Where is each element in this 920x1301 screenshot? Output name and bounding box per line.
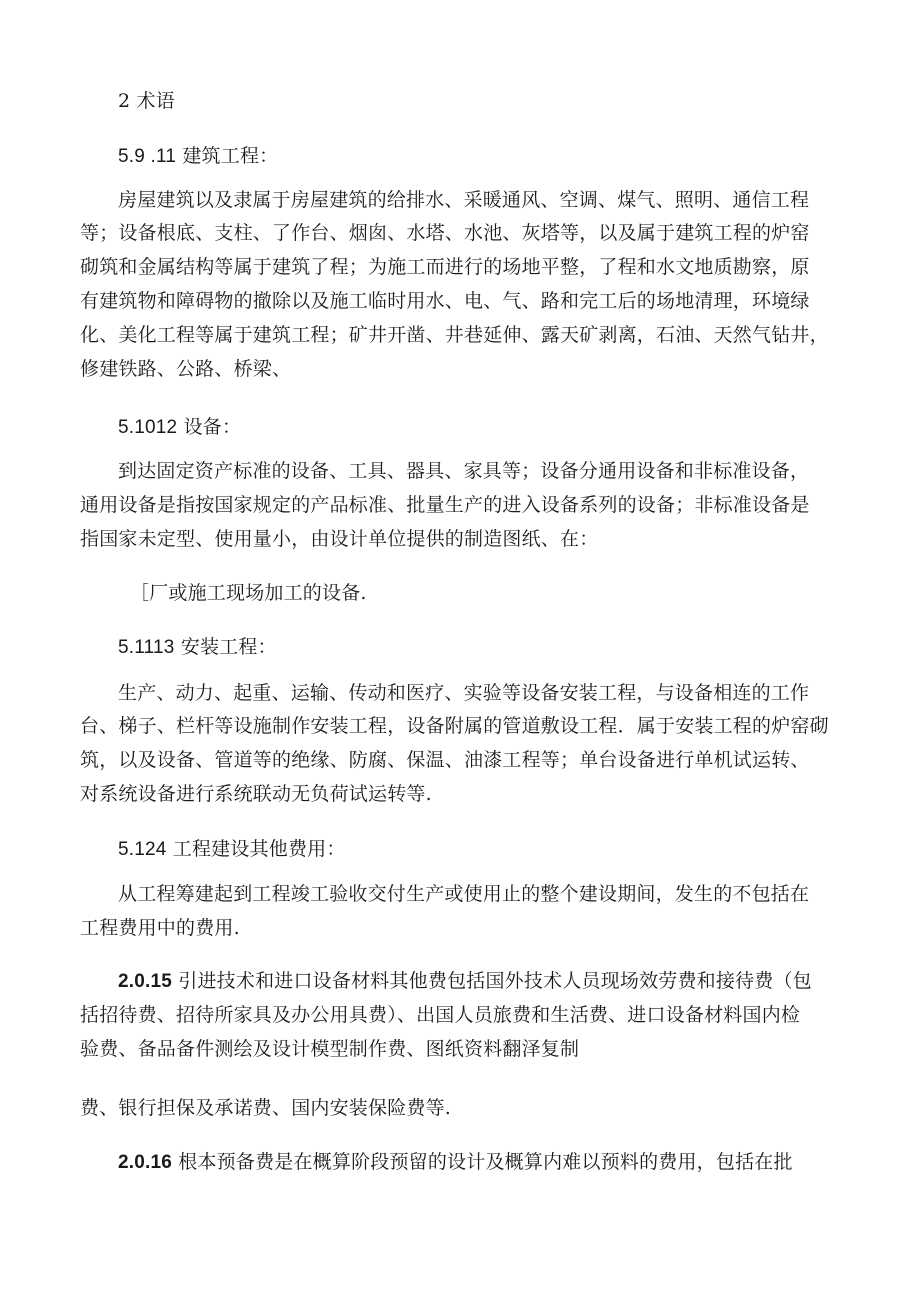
clause-number: 2.0.15 [118, 971, 173, 992]
clause-number: 5.1012 [118, 417, 178, 438]
paragraph-line: 等；设备根底、支柱、了作台、烟囱、水塔、水池、灰塔等，以及属于建筑工程的炉窑 [80, 222, 810, 244]
paragraph-line: 有建筑物和障碍物的撤除以及施工临时用水、电、气、路和完工后的场地清理，环境绿 [80, 290, 810, 312]
paragraph-line: 括招待费、招待所家具及办公用具费）、出国人员旅费和生活费、进口设备材料国内检 [80, 1004, 801, 1026]
clause-number: 5.124 [118, 839, 167, 860]
paragraph-line: 工程费用中的费用. [80, 917, 240, 939]
clause-title: 工程建设其他费用： [166, 838, 346, 860]
clause-text: 引进技术和进口设备材料其他费包括国外技术人员现场效劳费和接待费（包 [172, 970, 812, 992]
section-heading: 2 术语 [118, 90, 175, 112]
paragraph-line: 筑，以及设备、管道等的绝缘、防腐、保温、油漆工程等；单台设备进行单机试运转、 [80, 749, 810, 771]
clause-number: 5.1113 [118, 637, 175, 658]
paragraph-line: 从工程筹建起到工程竣工验收交付生产或使用止的整个建设期间，发生的不包括在 [118, 883, 810, 905]
clause-title: 设备： [177, 416, 242, 438]
clause-2-0-15-line [118, 966, 812, 997]
paragraph-line: 房屋建筑以及隶属于房屋建筑的给排水、采暖通风、空调、煤气、照明、通信工程 [118, 189, 810, 211]
paragraph-line: 到达固定资产标准的设备、工具、器具、家具等；设备分通用设备和非标准设备， [118, 460, 810, 482]
clause-text: 根本预备费是在概算阶段预留的设计及概算内难以预料的费用，包括在批 [172, 1151, 793, 1173]
clause-5-10-heading [118, 412, 241, 443]
clause-2-0-16-line [118, 1147, 793, 1178]
paragraph-line: 台、梯子、栏杆等设施制作安装工程，设备附属的管道敷设工程．属于安装工程的炉窑砌 [80, 715, 829, 737]
clause-number: 2.0.16 [118, 1152, 173, 1173]
paragraph-line: 指国家未定型、使用量小，由设计单位提供的制造图纸、在： [80, 528, 599, 550]
paragraph-line: 化、美化工程等属于建筑工程；矿井开凿、井巷延伸、露天矿剥离，石油、天然气钻井， [80, 324, 829, 346]
paragraph-line: 验费、备品备件测绘及设计模型制作费、图纸资料翻泽复制 [80, 1038, 580, 1060]
paragraph-line: ［厂或施工现场加工的设备. [130, 582, 367, 604]
paragraph-line: 费、银行担保及承诺费、国内安装保险费等. [80, 1097, 452, 1119]
clause-title: 建筑工程： [176, 145, 279, 167]
paragraph-line: 砌筑和金属结构等属于建筑了程；为施工而进行的场地平整，了程和水文地质勘察，原 [80, 256, 810, 278]
clause-5-11-heading [118, 632, 277, 663]
clause-5-12-heading [118, 834, 346, 865]
paragraph-line: 修建铁路、公路、桥梁、 [80, 358, 292, 380]
paragraph-line: 生产、动力、起重、运输、传动和医疗、实验等设备安装工程，与设备相连的工作 [118, 682, 810, 704]
paragraph-line: 通用设备是指按国家规定的产品标准、批量生产的进入设备系列的设备；非标准设备是 [80, 494, 810, 516]
clause-number: 5.9 .11 [118, 146, 177, 167]
clause-title: 安装工程： [174, 636, 277, 658]
clause-5-9-heading [118, 141, 278, 172]
paragraph-line: 对系统设备进行系统联动无负荷试运转等. [80, 783, 432, 805]
